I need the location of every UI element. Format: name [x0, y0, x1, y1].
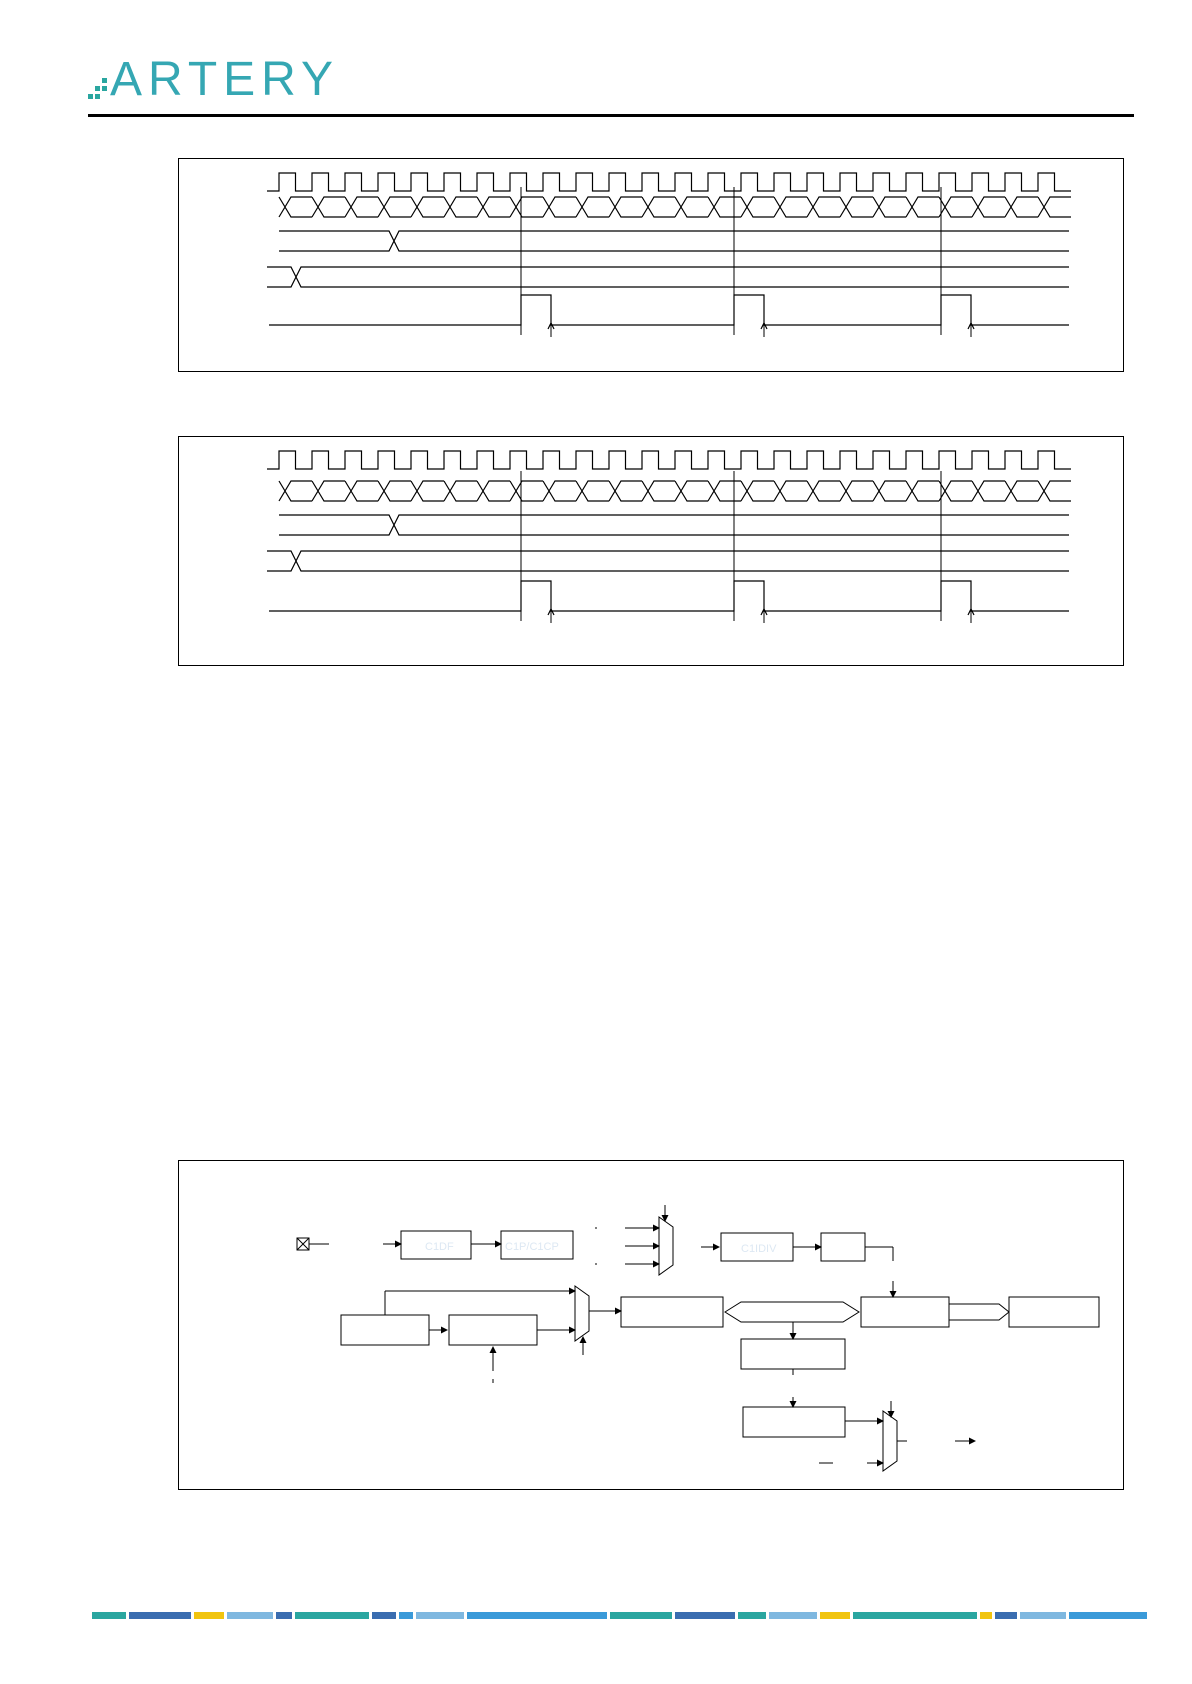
footer-stripe-segment — [399, 1612, 413, 1619]
select-waveform — [267, 551, 1069, 571]
clock-waveform — [267, 173, 1071, 191]
c1idiv-label: C1IDIV — [741, 1243, 777, 1255]
data-bus-waveform — [279, 197, 1071, 217]
footer-stripe-segment — [92, 1612, 126, 1619]
footer-stripe-segment — [467, 1612, 607, 1619]
footer-stripe-segment — [194, 1612, 224, 1619]
timing-waveform-icon — [179, 437, 1123, 665]
footer-stripe-segment — [295, 1612, 369, 1619]
artery-logo — [88, 53, 339, 112]
footer-stripe-segment — [372, 1612, 396, 1619]
select-waveform — [267, 267, 1069, 287]
timing-diagram-1 — [178, 158, 1124, 372]
footer-stripe-segment — [675, 1612, 735, 1619]
footer-stripe-segment — [980, 1612, 992, 1619]
block-diagram-icon — [179, 1161, 1123, 1489]
block-diagram — [178, 1160, 1124, 1490]
footer-stripe-segment — [995, 1612, 1017, 1619]
footer-stripe-segment — [227, 1612, 273, 1619]
clock-waveform — [267, 451, 1071, 469]
footer-stripe-segment — [416, 1612, 464, 1619]
control-waveform — [279, 231, 1069, 251]
footer-stripe-segment — [610, 1612, 672, 1619]
c1df-label: C1DF — [425, 1241, 454, 1253]
footer-stripe-segment — [769, 1612, 817, 1619]
footer-stripe-segment — [1020, 1612, 1066, 1619]
footer-stripe-segment — [820, 1612, 850, 1619]
header-rule — [88, 114, 1134, 117]
footer-stripe-segment — [738, 1612, 766, 1619]
footer-stripe-segment — [1069, 1612, 1147, 1619]
data-bus-waveform — [279, 481, 1071, 501]
logo-wordmark: ARTERY — [110, 53, 339, 106]
footer-stripe-segment — [276, 1612, 292, 1619]
footer-stripe-segment — [853, 1612, 977, 1619]
timing-waveform-icon — [179, 159, 1123, 371]
footer-color-stripe — [92, 1612, 1147, 1619]
footer-stripe-segment — [129, 1612, 191, 1619]
timing-diagram-2 — [178, 436, 1124, 666]
c1p-label: C1P/C1CP — [505, 1241, 559, 1253]
control-waveform — [279, 515, 1069, 535]
pulse-waveform — [269, 295, 1069, 325]
pulse-waveform — [269, 581, 1069, 611]
